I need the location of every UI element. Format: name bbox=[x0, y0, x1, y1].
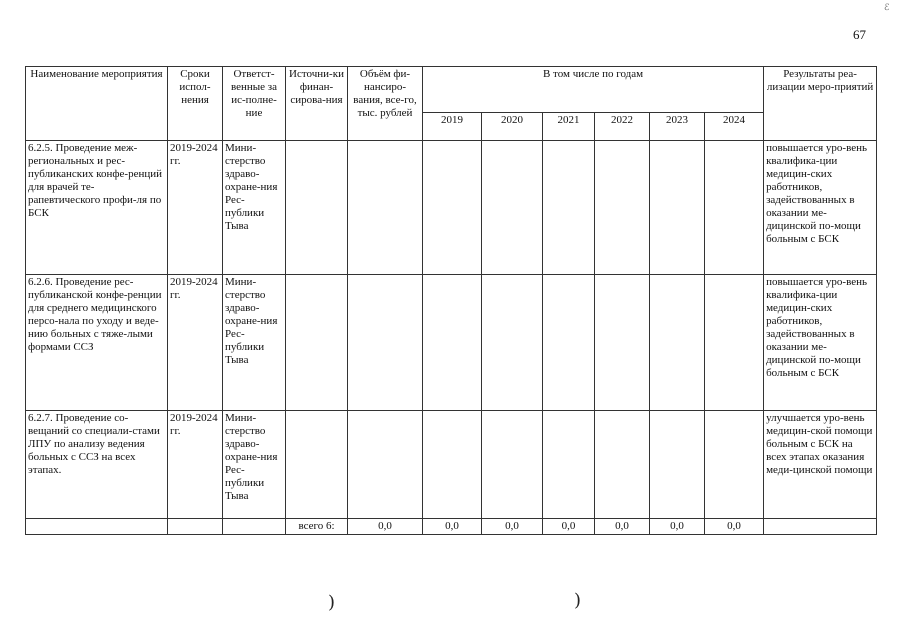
year-header: 2024 bbox=[705, 113, 764, 141]
empty-cell bbox=[650, 411, 705, 519]
year-header: 2021 bbox=[543, 113, 595, 141]
empty-cell bbox=[286, 141, 348, 275]
activity-name: 6.2.5. Проведение меж-региональных и рес-публиканских конфе-ренций для врачей те-рапевтического профи-ля по БСК bbox=[26, 141, 168, 275]
activity-result: повышается уро-вень квалифика-ции медицин-ских работников, задействованных в оказании ме-дицинской по-мощи больным с БСК bbox=[764, 275, 877, 411]
table-row bbox=[26, 275, 877, 411]
activity-responsible: Мини-стерство здраво-охране-ния Рес-публики Тыва bbox=[223, 275, 286, 411]
year-header: 2023 bbox=[650, 113, 705, 141]
total-year-value: 0,0 bbox=[482, 519, 543, 535]
empty-cell bbox=[286, 275, 348, 411]
header-results: Результаты реа-лизации меро-приятий bbox=[764, 67, 877, 141]
header-row bbox=[26, 67, 877, 113]
activity-responsible: Мини-стерство здраво-охране-ния Рес-публики Тыва bbox=[223, 411, 286, 519]
year-header: 2020 bbox=[482, 113, 543, 141]
empty-cell bbox=[595, 411, 650, 519]
empty-cell bbox=[543, 411, 595, 519]
header-volume: Объём фи-нансиро-вания, все-го, тыс. рублей bbox=[348, 67, 423, 141]
activity-responsible: Мини-стерство здраво-охране-ния Рес-публики Тыва bbox=[223, 141, 286, 275]
header-terms: Сроки испол-нения bbox=[168, 67, 223, 141]
empty-cell bbox=[348, 141, 423, 275]
empty-cell bbox=[543, 275, 595, 411]
activity-name: 6.2.6. Проведение рес-публиканской конфе-ренции для среднего медицинского персо-нала по уходу и веде-нию больных с тяже-лыми формами ССЗ bbox=[26, 275, 168, 411]
empty-cell bbox=[286, 411, 348, 519]
empty-cell bbox=[650, 275, 705, 411]
year-header: 2019 bbox=[423, 113, 482, 141]
year-header: 2022 bbox=[595, 113, 650, 141]
program-table bbox=[25, 66, 877, 535]
activity-terms: 2019-2024 гг. bbox=[168, 275, 223, 411]
empty-cell bbox=[705, 411, 764, 519]
header-name: Наименование мероприятия bbox=[26, 67, 168, 141]
header-responsible: Ответст-венные за ис-полне-ние bbox=[223, 67, 286, 141]
empty-cell bbox=[168, 519, 223, 535]
corner-mark: ℰ bbox=[884, 2, 890, 12]
empty-cell bbox=[595, 275, 650, 411]
empty-cell bbox=[223, 519, 286, 535]
empty-cell bbox=[348, 275, 423, 411]
total-year-value: 0,0 bbox=[543, 519, 595, 535]
page-number: 67 bbox=[853, 27, 866, 42]
table-row bbox=[26, 141, 877, 275]
empty-cell bbox=[423, 141, 482, 275]
pen-mark: ) bbox=[574, 590, 582, 611]
pen-mark: ) bbox=[328, 592, 336, 613]
empty-cell bbox=[482, 275, 543, 411]
header-sources: Источни-ки финан-сирова-ния bbox=[286, 67, 348, 141]
header-by-year: В том числе по годам bbox=[423, 67, 764, 113]
total-year-value: 0,0 bbox=[595, 519, 650, 535]
activity-terms: 2019-2024 гг. bbox=[168, 141, 223, 275]
total-year-value: 0,0 bbox=[423, 519, 482, 535]
activity-result: повышается уро-вень квалифика-ции медицин-ских работников, задействованных в оказании ме-дицинской по-мощи больным с БСК bbox=[764, 141, 877, 275]
empty-cell bbox=[764, 519, 877, 535]
total-label: всего 6: bbox=[286, 519, 348, 535]
activity-result: улучшается уро-вень медицин-ской помощи больным с БСК на всех этапах оказания меди-цинской помощи bbox=[764, 411, 877, 519]
table-row bbox=[26, 411, 877, 519]
empty-cell bbox=[423, 411, 482, 519]
total-year-value: 0,0 bbox=[650, 519, 705, 535]
total-year-value: 0,0 bbox=[705, 519, 764, 535]
total-volume: 0,0 bbox=[348, 519, 423, 535]
activity-terms: 2019-2024 гг. bbox=[168, 411, 223, 519]
empty-cell bbox=[705, 275, 764, 411]
empty-cell bbox=[543, 141, 595, 275]
empty-cell bbox=[348, 411, 423, 519]
program-table-container bbox=[25, 66, 877, 535]
empty-cell bbox=[26, 519, 168, 535]
activity-name: 6.2.7. Проведение со-вещаний со специали-стами ЛПУ по анализу ведения больных с ССЗ на всех этапах. bbox=[26, 411, 168, 519]
empty-cell bbox=[595, 141, 650, 275]
empty-cell bbox=[423, 275, 482, 411]
empty-cell bbox=[705, 141, 764, 275]
empty-cell bbox=[482, 141, 543, 275]
total-row bbox=[26, 519, 877, 535]
empty-cell bbox=[482, 411, 543, 519]
empty-cell bbox=[650, 141, 705, 275]
